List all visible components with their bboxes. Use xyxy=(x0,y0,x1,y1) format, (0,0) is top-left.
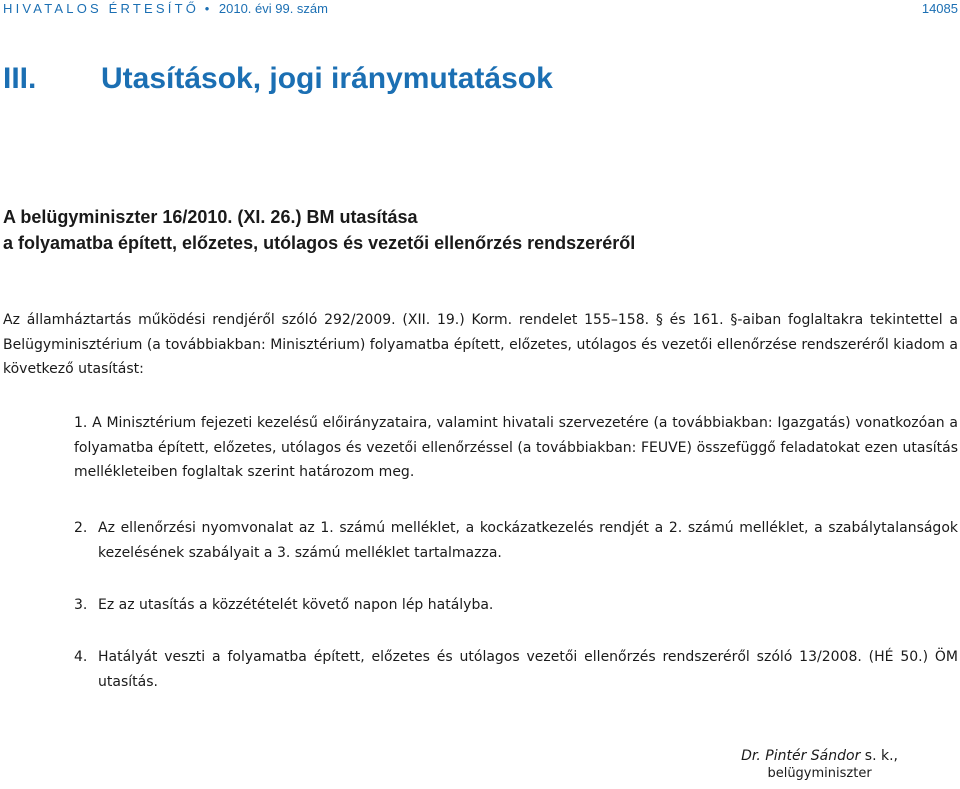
list-item-number: 1. xyxy=(74,415,88,431)
header-left xyxy=(3,1,328,16)
chapter-title: Utasítások, jogi iránymutatások xyxy=(101,62,553,95)
list-item xyxy=(74,645,958,694)
list-item xyxy=(74,593,958,618)
document-title-line-1: A belügyminiszter 16/2010. (XI. 26.) BM utasítása xyxy=(3,207,418,227)
document-title-line-2: a folyamatba épített, előzetes, utólagos és vezetői ellenőrzés rendszeréről xyxy=(3,233,636,253)
list-item xyxy=(74,411,958,485)
issue-label: 2010. évi 99. szám xyxy=(218,1,328,16)
list-item-text: A Minisztérium fejezeti kezelésű előirányzataira, valamint hivatali szervezetére (a továbbiakban: Igazgatás) vonatkozóan a folyamatba épített, előzetes, utólagos és vezetői ellenőrzéssel (a továbbiakban: FEUVE) összefüggő feladatokat ezen utasítás mellékleteiben foglaltak szerint határozom meg. xyxy=(74,415,959,480)
signature-block xyxy=(741,748,898,781)
preamble-paragraph: Az államháztartás működési rendjéről szóló 292/2009. (XII. 19.) Korm. rendelet 155–158. § és 161. §-aiban foglaltakra tekintettel a Belügyminisztérium (a továbbiakban: Minisztérium) folyamatba épített, előzetes, utólagos és vezetői ellenőrzése rendszeréről kiadom a következő utasítást: xyxy=(3,312,958,377)
publication-name: HIVATALOS ÉRTESÍTŐ xyxy=(3,1,200,16)
page-number: 14085 xyxy=(921,1,958,16)
list-item-number: 3. xyxy=(74,597,88,613)
list-item-text: Ez az utasítás a közzétételét követő napon lép hatályba. xyxy=(98,597,494,613)
signatory-name: Dr. Pintér Sándor xyxy=(741,748,861,764)
document-title xyxy=(3,204,635,256)
running-header xyxy=(0,0,960,20)
list-item-number: 4. xyxy=(74,649,88,665)
signatory-suffix: s. k., xyxy=(864,748,898,764)
list-item-number: 2. xyxy=(74,520,88,536)
list-item-text: Hatályát veszti a folyamatba épített, előzetes és utólagos vezetői ellenőrzés rendszeréről szóló 13/2008. (HÉ 50.) ÖM utasítás. xyxy=(98,649,958,690)
list-item-text: Az ellenőrzési nyomvonalat az 1. számú melléklet, a kockázatkezelés rendjét a 2. számú melléklet, a szabálytalanságok kezelésének szabályait a 3. számú melléklet tartalmazza. xyxy=(98,520,958,561)
chapter-number: III. xyxy=(3,62,37,95)
header-separator-dot: • xyxy=(204,1,210,16)
chapter-heading xyxy=(3,62,553,96)
list-item xyxy=(74,516,958,565)
signatory-title: belügyminiszter xyxy=(767,766,872,781)
